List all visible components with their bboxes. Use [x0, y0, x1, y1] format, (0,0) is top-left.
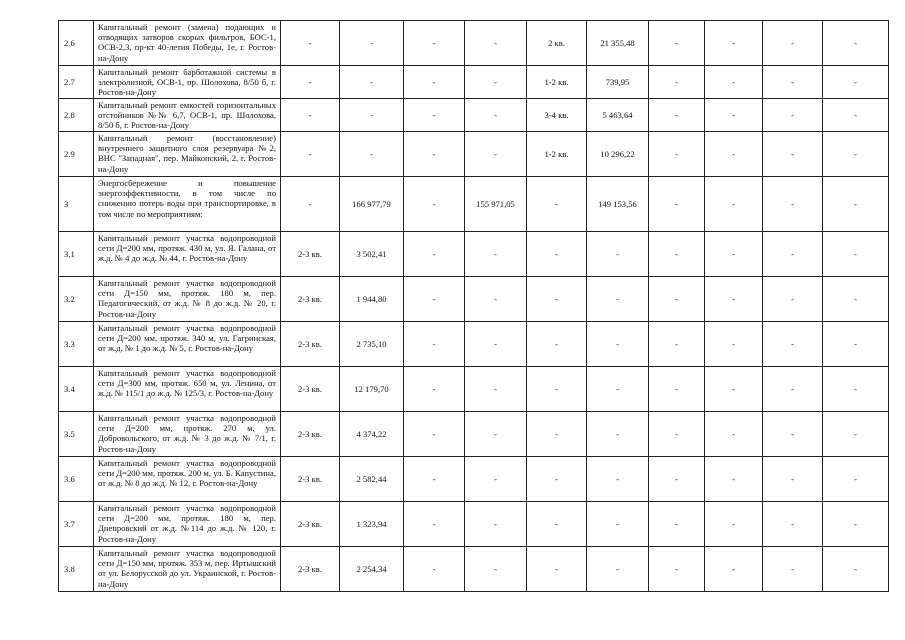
table-cell: - [823, 132, 889, 177]
table-cell: - [649, 232, 705, 277]
table-cell: - [649, 21, 705, 66]
table-cell: - [705, 322, 763, 367]
table-cell: - [587, 502, 649, 547]
table-cell: - [763, 457, 823, 502]
row-description: Капитальный ремонт барботажной системы в электролизной, ОСВ-1, пр. Шолохова, 8/50 б, г. Ростов-на-Дону [94, 66, 281, 99]
table-cell: - [705, 277, 763, 322]
table-cell: - [763, 322, 823, 367]
table-cell: - [587, 322, 649, 367]
table-cell: - [705, 547, 763, 592]
table-cell: - [465, 367, 527, 412]
table-cell: - [823, 21, 889, 66]
table-cell: 2-3 кв. [281, 322, 340, 367]
table-cell: 2-3 кв. [281, 277, 340, 322]
row-description: Капитальный ремонт участка водопроводной сети Д=200 мм, протяж. 340 м, ул. Гагринская, от ж.д. № 1 до ж.д. № 5, г. Ростов-на-Дону [94, 322, 281, 367]
table-cell: - [823, 277, 889, 322]
table-cell: 155 971,05 [465, 177, 527, 232]
table-cell: 2 582,44 [340, 457, 404, 502]
table-cell: - [281, 177, 340, 232]
row-description: Капитальный ремонт участка водопроводной сети Д=200 мм, протяж. 270 м, ул. Добровольского, от ж.д. № 3 до ж.д. № 7/1, г. Ростов-на-Дону [94, 412, 281, 457]
table-cell: 2 254,34 [340, 547, 404, 592]
table-cell: - [527, 177, 587, 232]
table-cell: - [763, 232, 823, 277]
table-cell: - [649, 457, 705, 502]
table-cell: - [763, 99, 823, 132]
table-cell: - [527, 322, 587, 367]
table-cell: - [649, 99, 705, 132]
table-cell: - [763, 132, 823, 177]
table-cell: 2-3 кв. [281, 547, 340, 592]
table-cell: - [823, 547, 889, 592]
row-description: Капитальный ремонт участка водопроводной сети Д=300 мм, протяж. 650 м, ул. Ленина, от ж.д. № 115/1 до ж.д. № 125/3, г. Ростов-на-Дону [94, 367, 281, 412]
row-description: Капитальный ремонт участка водопроводной сети Д=200 мм, протяж. 180 м, пер. Днепровский от ж.д. №114 до ж.д. № 120, г. Ростов-на-Дону [94, 502, 281, 547]
table-cell: - [587, 547, 649, 592]
row-description: Капитальный ремонт емкостей горизонтальных отстойников №№ 6,7, ОСВ-1, пр. Шолохова, 8/50 б, г. Ростов-на-Дону [94, 99, 281, 132]
table-cell: - [649, 277, 705, 322]
table-cell: 1 944,80 [340, 277, 404, 322]
table-row [59, 367, 889, 412]
table-cell: - [823, 502, 889, 547]
row-number: 3.1 [59, 232, 94, 277]
table-cell: - [281, 66, 340, 99]
table-cell: - [705, 21, 763, 66]
table-cell: - [404, 412, 465, 457]
table-cell: - [823, 99, 889, 132]
table-cell: - [649, 66, 705, 99]
row-number: 2.7 [59, 66, 94, 99]
table-cell: - [404, 457, 465, 502]
table-cell: - [281, 132, 340, 177]
table-cell: 2 кв. [527, 21, 587, 66]
table-cell: - [404, 277, 465, 322]
row-description: Капитальный ремонт участка водопроводной сети Д=150 мм, протяж. 180 м, пер. Педагогический, от ж.д. № 8 до ж.д. № 20, г. Ростов-на-Дону [94, 277, 281, 322]
table-cell: - [340, 132, 404, 177]
row-description: Капитальный ремонт (замена) подающих и отводящих затворов скорых фильтров, БОС-1, ОСВ-2,3, пр-кт 40-летия Победы, 1е, г. Ростов-на-Дону [94, 21, 281, 66]
table-cell: - [823, 412, 889, 457]
table-cell: - [705, 457, 763, 502]
table-cell: 2-3 кв. [281, 412, 340, 457]
row-number: 3 [59, 177, 94, 232]
table-cell: - [705, 66, 763, 99]
table-cell: - [763, 66, 823, 99]
table-cell: - [587, 277, 649, 322]
table-row [59, 66, 889, 99]
table-cell: - [705, 177, 763, 232]
table-cell: - [465, 277, 527, 322]
table-cell: 2-3 кв. [281, 457, 340, 502]
row-description: Капитальный ремонт участка водопроводной сети Д=200 мм, протяж. 200 м, ул. Б. Капустина, от ж.д. № 8 до ж.д. № 12, г. Ростов-на-Дону [94, 457, 281, 502]
table-cell: 739,95 [587, 66, 649, 99]
table-cell: - [587, 232, 649, 277]
table-row [59, 21, 889, 66]
table-cell: - [705, 99, 763, 132]
table-cell: 10 296,22 [587, 132, 649, 177]
row-number: 2.6 [59, 21, 94, 66]
row-description: Капитальный ремонт (восстановление) внутреннего защитного слоя резервуара №2, ВНС "Западная", пер. Майкопский, 2, г. Ростов-на-Дону [94, 132, 281, 177]
table-cell: - [823, 322, 889, 367]
table-row [59, 322, 889, 367]
table-cell: - [465, 412, 527, 457]
table-cell: - [649, 177, 705, 232]
row-number: 3.3 [59, 322, 94, 367]
table-cell: - [649, 322, 705, 367]
table-cell: 5 463,64 [587, 99, 649, 132]
table-cell: - [465, 547, 527, 592]
table-cell: - [763, 177, 823, 232]
row-number: 2.8 [59, 99, 94, 132]
table-cell: - [587, 367, 649, 412]
table-cell: - [705, 132, 763, 177]
table-cell: 2-3 кв. [281, 367, 340, 412]
table-cell: - [823, 66, 889, 99]
table-cell: - [823, 232, 889, 277]
table-cell: - [527, 502, 587, 547]
table-cell: - [465, 99, 527, 132]
program-table [58, 20, 889, 592]
table-cell: - [404, 232, 465, 277]
table-cell: - [705, 412, 763, 457]
row-number: 2.9 [59, 132, 94, 177]
table-cell: - [404, 367, 465, 412]
table-cell: - [649, 132, 705, 177]
table-cell: - [340, 21, 404, 66]
table-row [59, 132, 889, 177]
table-cell: - [404, 177, 465, 232]
table-cell: - [465, 322, 527, 367]
table-cell: - [340, 99, 404, 132]
table-row [59, 457, 889, 502]
table-cell: - [705, 232, 763, 277]
table-cell: - [465, 132, 527, 177]
table-cell: - [705, 367, 763, 412]
table-row [59, 502, 889, 547]
table-cell: - [404, 502, 465, 547]
table-cell: - [763, 21, 823, 66]
table-cell: - [527, 547, 587, 592]
table-row [59, 277, 889, 322]
table-cell: 2-3 кв. [281, 502, 340, 547]
table-cell: 21 355,48 [587, 21, 649, 66]
table-cell: 1-2 кв. [527, 66, 587, 99]
table-cell: - [527, 412, 587, 457]
table-cell: - [465, 66, 527, 99]
table-cell: 2 735,10 [340, 322, 404, 367]
table-row [59, 547, 889, 592]
table-cell: - [763, 502, 823, 547]
table-cell: - [649, 412, 705, 457]
table-cell: - [649, 367, 705, 412]
row-description: Капитальный ремонт участка водопроводной сети Д=150 мм, протяж. 353 м, пер. Иртышский от ул. Белорусской до ул. Украинской, г. Ростов-на-Дону [94, 547, 281, 592]
table-cell: 12 179,70 [340, 367, 404, 412]
table-cell: - [527, 367, 587, 412]
table-cell: - [763, 547, 823, 592]
table-row [59, 232, 889, 277]
table-cell: 3-4 кв. [527, 99, 587, 132]
row-description: Энергосбережение и повышение энергоэффективности, в том числе по снижению потерь воды при транспортировке, в том числе по мероприятиям: [94, 177, 281, 232]
table-cell: - [823, 457, 889, 502]
table-body [59, 21, 889, 592]
table-cell: - [823, 177, 889, 232]
table-cell: - [763, 367, 823, 412]
row-description: Капитальный ремонт участка водопроводной сети Д=200 мм, протяж. 430 м, ул. Я. Галана, от ж.д. № 4 до ж.д. № 44, г. Ростов-на-Дону [94, 232, 281, 277]
table-cell: - [404, 132, 465, 177]
table-cell: 3 502,41 [340, 232, 404, 277]
table-cell: - [587, 412, 649, 457]
table-cell: - [527, 457, 587, 502]
row-number: 3.7 [59, 502, 94, 547]
table-cell: - [649, 502, 705, 547]
document-page [58, 20, 857, 592]
table-row [59, 99, 889, 132]
table-cell: - [465, 502, 527, 547]
table-cell: - [404, 547, 465, 592]
table-cell: - [404, 99, 465, 132]
table-cell: - [587, 457, 649, 502]
table-cell: - [404, 322, 465, 367]
row-number: 3.8 [59, 547, 94, 592]
table-cell: - [763, 277, 823, 322]
row-number: 3.6 [59, 457, 94, 502]
table-cell: - [763, 412, 823, 457]
table-cell: - [527, 277, 587, 322]
table-cell: - [465, 232, 527, 277]
table-cell: - [705, 502, 763, 547]
table-cell: - [281, 21, 340, 66]
row-number: 3.5 [59, 412, 94, 457]
table-cell: 1 323,94 [340, 502, 404, 547]
table-row [59, 177, 889, 232]
row-number: 3.2 [59, 277, 94, 322]
table-cell: 149 153,56 [587, 177, 649, 232]
table-cell: 166 977,79 [340, 177, 404, 232]
table-cell: - [465, 21, 527, 66]
row-number: 3.4 [59, 367, 94, 412]
table-cell: - [527, 232, 587, 277]
table-cell: 4 374,22 [340, 412, 404, 457]
table-cell: - [823, 367, 889, 412]
table-cell: - [281, 99, 340, 132]
table-cell: 1-2 кв. [527, 132, 587, 177]
table-cell: - [404, 21, 465, 66]
table-row [59, 412, 889, 457]
table-cell: - [404, 66, 465, 99]
table-cell: - [340, 66, 404, 99]
table-cell: - [649, 547, 705, 592]
table-cell: 2-3 кв. [281, 232, 340, 277]
table-cell: - [465, 457, 527, 502]
